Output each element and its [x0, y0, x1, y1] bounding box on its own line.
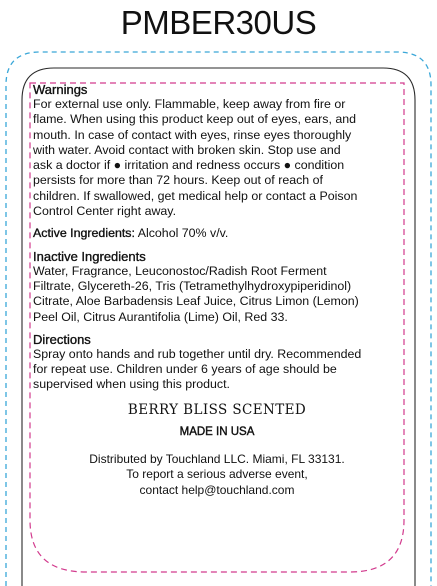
- inactive-line: Filtrate, Glycereth-26, Tris (Tetramethylhydroxypiperidinol): [33, 278, 352, 293]
- distributor-line: contact help@touchland.com: [139, 482, 295, 497]
- warnings-line: Control Center right away.: [33, 204, 177, 219]
- active-ingredients: [33, 226, 401, 241]
- warnings-line: ask a doctor if ● irritation and redness occurs ● condition: [33, 158, 345, 173]
- label-content: [33, 82, 401, 498]
- inactive-ingredients-text: [33, 264, 401, 325]
- warnings-line: For external use only. Flammable, keep away from fire or: [33, 97, 346, 111]
- directions-line: Spray onto hands and rub together until dry. Recommended: [33, 346, 362, 361]
- directions-text: [33, 347, 401, 393]
- directions-line: supervised when using this product.: [33, 377, 230, 392]
- warnings-heading: Warnings: [33, 82, 88, 97]
- product-code-title: PMBER30US: [120, 4, 317, 41]
- warnings-line: with water. Avoid contact with broken skin. Stop use and: [33, 142, 341, 157]
- warnings-line: mouth. In case of contact with eyes, rinse eyes thoroughly: [33, 127, 352, 142]
- directions-line: for repeat use. Children under 6 years of age should be: [33, 362, 337, 377]
- inactive-line: Peel Oil, Citrus Aurantifolia (Lime) Oil, Red 33.: [33, 309, 288, 324]
- warnings-line: persists for more than 72 hours. Keep out of reach of: [33, 173, 323, 188]
- scent-name: BERRY BLISS SCENTED: [127, 401, 307, 418]
- inactive-line: Citrate, Aloe Barbadensis Leaf Juice, Citrus Limon (Lemon): [33, 294, 359, 309]
- inactive-line: Water, Fragrance, Leuconostoc/Radish Root Ferment: [33, 263, 327, 278]
- warnings-line: children. If swallowed, get medical help or contact a Poison: [33, 188, 358, 203]
- distributor-line: Distributed by Touchland LLC. Miami, FL 33131.: [89, 451, 345, 466]
- directions-heading: Directions: [33, 331, 91, 347]
- made-in-label: MADE IN USA: [179, 425, 255, 438]
- active-ingredients-value: Alcohol 70% v/v.: [134, 226, 229, 241]
- active-ingredients-label: Active Ingredients:: [33, 226, 135, 241]
- distributor-info: [33, 452, 401, 499]
- warnings-text: [33, 97, 401, 219]
- inactive-ingredients-heading: Inactive Ingredients: [33, 248, 146, 264]
- distributor-line: To report a serious adverse event,: [126, 467, 308, 482]
- warnings-line: flame. When using this product keep out of eyes, ears, and: [33, 112, 357, 127]
